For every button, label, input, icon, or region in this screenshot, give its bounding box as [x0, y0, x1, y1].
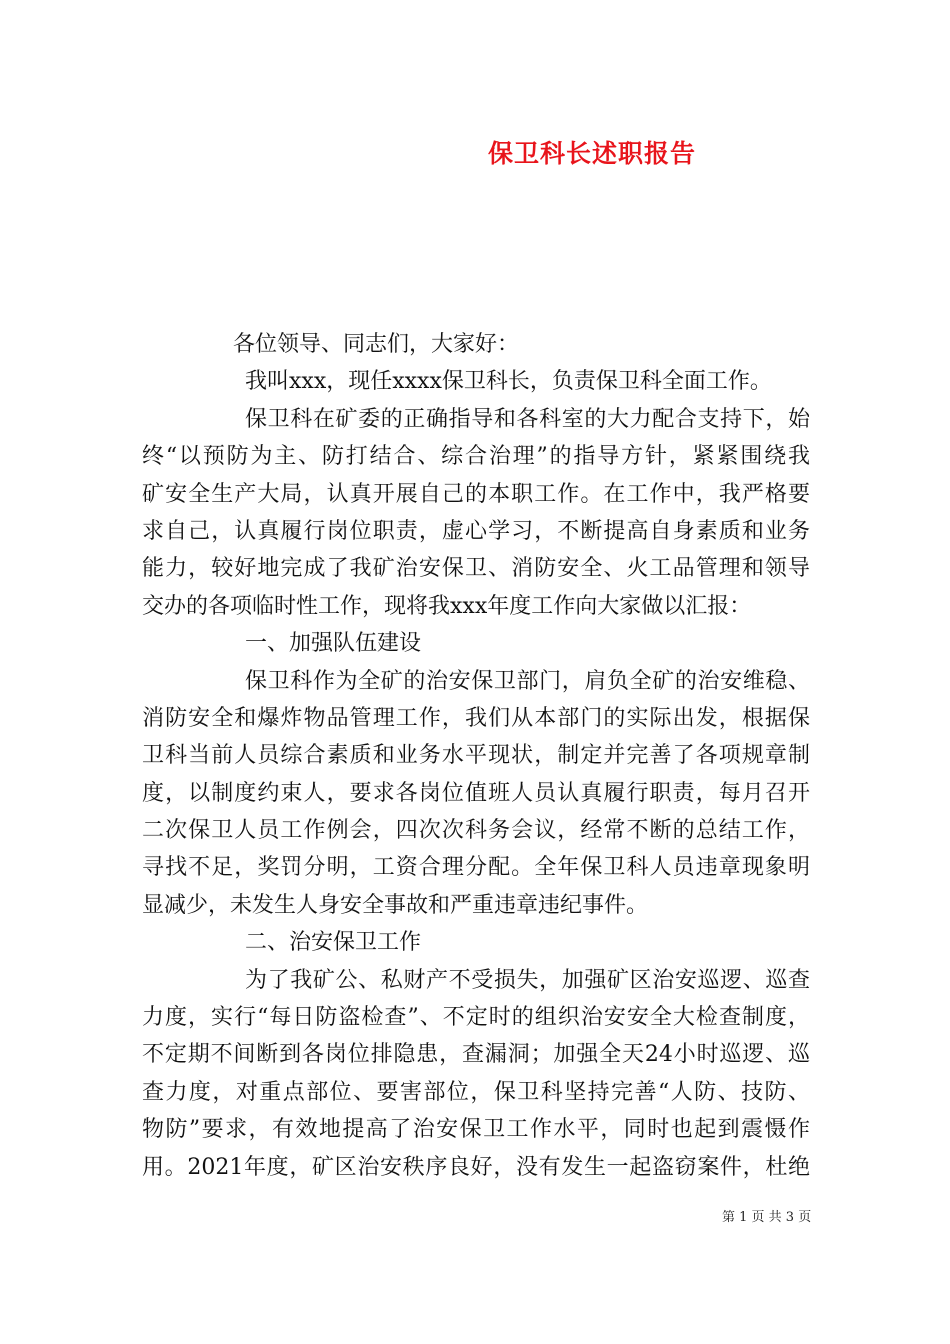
document-body	[142, 326, 810, 1186]
paragraph-line: 度，以制度约束人，要求各岗位值班人员认真履行职责，每月召开	[142, 780, 810, 806]
paragraph-line: 交办的各项临时性工作，现将我xxx年度工作向大家做以汇报：	[142, 593, 752, 619]
paragraph-line: 为了我矿公、私财产不受损失，加强矿区治安巡逻、巡查	[245, 967, 810, 993]
paragraph-line: 查力度，对重点部位、要害部位，保卫科坚持完善“人防、技防、	[142, 1079, 810, 1105]
paragraph-line: 卫科当前人员综合素质和业务水平现状，制定并完善了各项规章制	[142, 743, 810, 769]
paragraph-line: 显减少，未发生人身安全事故和严重违章违纪事件。	[142, 892, 649, 918]
paragraph-line: 矿安全生产大局，认真开展自己的本职工作。在工作中，我严格要	[142, 481, 810, 507]
section-heading: 二、治安保卫工作	[245, 930, 422, 956]
paragraph-line: 保卫科在矿委的正确指导和各科室的大力配合支持下，始	[245, 406, 810, 432]
paragraph-line: 保卫科作为全矿的治安保卫部门，肩负全矿的治安维稳、	[245, 668, 810, 694]
paragraph-line: 物防”要求，有效地提高了治安保卫工作水平，同时也起到震慑作	[142, 1117, 810, 1143]
page-number-footer: 第 1 页 共 3 页	[722, 1210, 812, 1225]
paragraph-line: 消防安全和爆炸物品管理工作，我们从本部门的实际出发，根据保	[142, 705, 810, 731]
document-title: 保卫科长述职报告	[488, 139, 697, 168]
paragraph-line: 我叫xxx，现任xxxx保卫科长，负责保卫科全面工作。	[245, 369, 772, 395]
paragraph-line: 二次保卫人员工作例会，四次次科务会议，经常不断的总结工作，	[142, 818, 810, 844]
paragraph-line: 寻找不足，奖罚分明，工资合理分配。全年保卫科人员违章现象明	[142, 855, 810, 881]
paragraph-line: 不定期不间断到各岗位排隐患，查漏洞；加强全天24小时巡逻、巡	[142, 1042, 810, 1068]
section-heading: 一、加强队伍建设	[245, 631, 422, 657]
paragraph-line: 用。2021年度，矿区治安秩序良好，没有发生一起盗窃案件，杜绝	[142, 1154, 810, 1180]
greeting-line: 各位领导、同志们，大家好：	[233, 332, 520, 357]
paragraph-line: 求自己，认真履行岗位职责，虚心学习，不断提高自身素质和业务	[142, 518, 810, 544]
paragraph-line: 终“以预防为主、防打结合、综合治理”的指导方针，紧紧围绕我	[142, 444, 810, 470]
paragraph-line: 能力，较好地完成了我矿治安保卫、消防安全、火工品管理和领导	[142, 556, 810, 582]
paragraph-line: 力度，实行“每日防盗检查”、不定时的组织治安安全大检查制度，	[142, 1005, 810, 1031]
